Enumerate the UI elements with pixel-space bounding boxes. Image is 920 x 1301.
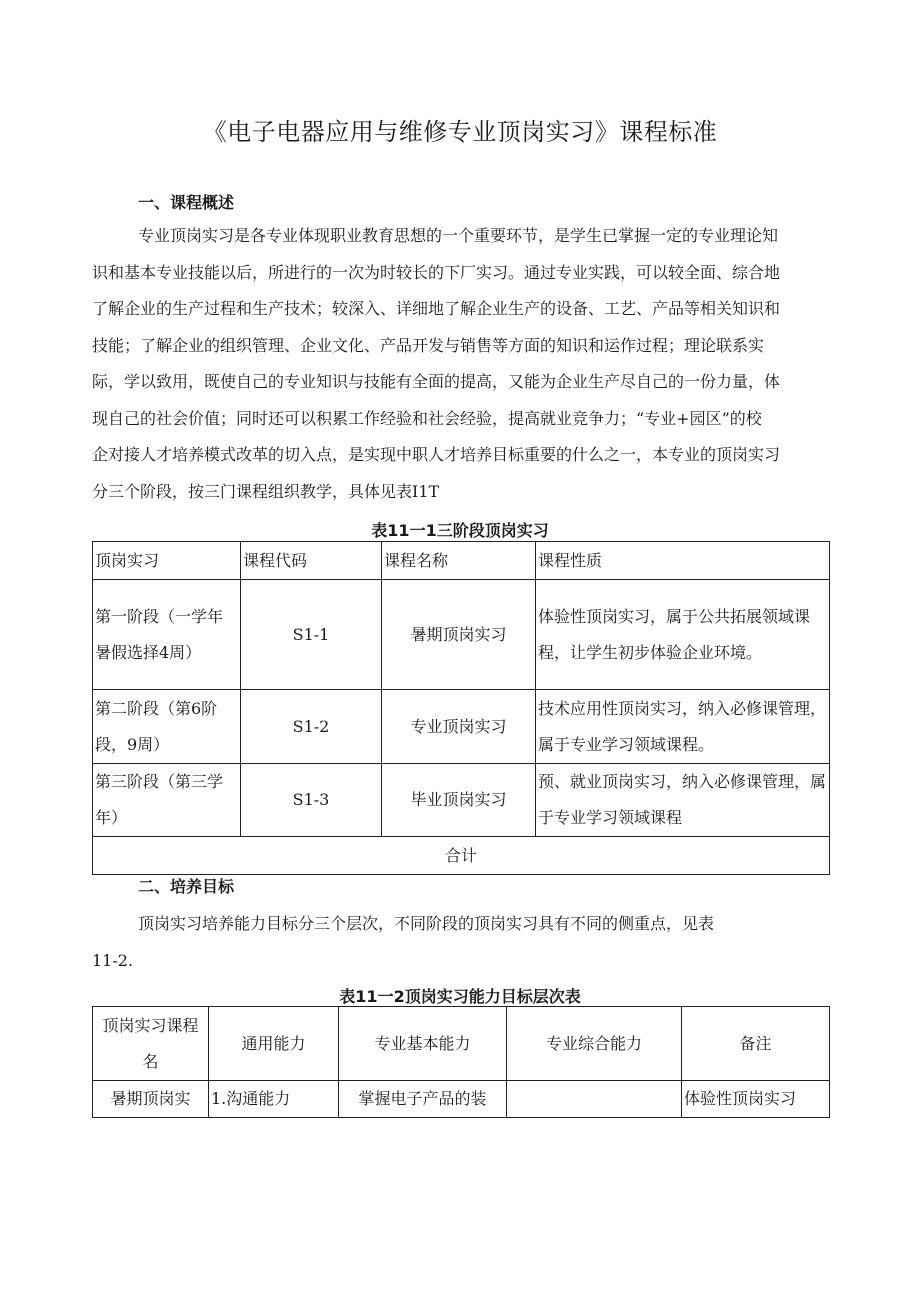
table-row (93, 690, 830, 764)
header-cell: 通用能力 (209, 1007, 339, 1081)
header-cell: 顶岗实习课程名 (93, 1007, 209, 1081)
table1-caption: 表11一1三阶段顶岗实习 (371, 521, 549, 540)
header-cell: 课程代码 (241, 542, 382, 580)
objectives-paragraph (92, 906, 828, 979)
header-cell: 课程性质 (536, 542, 830, 580)
total-cell: 合计 (93, 837, 830, 875)
paragraph-line: 了解企业的生产过程和生产技术；较深入、详细地了解企业生产的设备、工艺、产品等相关知识和 (92, 299, 781, 318)
stage-cell: 第一阶段（一学年暑假选择4周） (93, 580, 241, 690)
comprehensive-ability-cell (507, 1081, 682, 1118)
section-heading-objectives: 二、培养目标 (138, 877, 235, 896)
code-cell: S1-2 (241, 690, 382, 764)
course-name-cell: 专业顶岗实习 (382, 690, 536, 764)
table-row (93, 1081, 830, 1118)
course-cell: 暑期顶岗实 (93, 1081, 209, 1118)
remark-cell: 体验性顶岗实习 (682, 1081, 830, 1118)
header-cell: 课程名称 (382, 542, 536, 580)
paragraph-line: 11-2. (92, 950, 134, 970)
page-title: 《电子电器应用与维修专业顶岗实习》课程标准 (202, 118, 718, 146)
stage-cell: 第三阶段（第三学年） (93, 764, 241, 837)
table-row (93, 580, 830, 690)
stage-cell: 第二阶段（第6阶段，9周） (93, 690, 241, 764)
paragraph-line: 专业顶岗实习是各专业体现职业教育思想的一个重要环节，是学生已掌握一定的专业理论知 (138, 226, 779, 245)
paragraph-line: 分三个阶段，按三门课程组织教学，具体见表I1T (92, 481, 440, 501)
nature-cell: 技术应用性顶岗实习，纳入必修课管理，属于专业学习领域课程。 (536, 690, 830, 764)
header-cell: 备注 (682, 1007, 830, 1081)
paragraph-line: 顶岗实习培养能力目标分三个层次，不同阶段的顶岗实习具有不同的侧重点，见表 (138, 914, 715, 933)
stage-internship-table (92, 541, 830, 875)
total-row (93, 837, 830, 875)
nature-cell: 体验性顶岗实习，属于公共拓展领域课程，让学生初步体验企业环境。 (536, 580, 830, 690)
table-row (93, 764, 830, 837)
code-cell: S1-1 (241, 580, 382, 690)
code-cell: S1-3 (241, 764, 382, 837)
paragraph-line: 现自己的社会价值；同时还可以积累工作经验和社会经验，提高就业竞争力；“专业+园区”的校 (92, 408, 762, 428)
table-header-row (93, 1007, 830, 1081)
header-cell: 专业综合能力 (507, 1007, 682, 1081)
table-header-row (93, 542, 830, 580)
course-name-cell: 毕业顶岗实习 (382, 764, 536, 837)
section-heading-overview: 一、课程概述 (138, 193, 235, 212)
general-ability-cell: 1.沟通能力 (209, 1081, 339, 1118)
paragraph-line: 识和基本专业技能以后，所进行的一次为时较长的下厂实习。通过专业实践，可以较全面、综合地 (92, 262, 781, 282)
paragraph-line: 企对接人才培养模式改革的切入点，是实现中职人才培养目标重要的什么之一，本专业的顶岗实习 (92, 445, 781, 464)
basic-ability-cell: 掌握电子产品的装 (339, 1081, 507, 1118)
overview-paragraph (92, 218, 828, 510)
paragraph-line: 际，学以致用，既使自己的专业知识与技能有全面的提高，又能为企业生产尽自己的一份力量，体 (92, 372, 781, 391)
header-cell: 专业基本能力 (339, 1007, 507, 1081)
paragraph-line: 技能；了解企业的组织管理、企业文化、产品开发与销售等方面的知识和运作过程；理论联系实 (92, 335, 765, 355)
course-name-cell: 暑期顶岗实习 (382, 580, 536, 690)
nature-cell: 预、就业顶岗实习，纳入必修课管理，属于专业学习领域课程 (536, 764, 830, 837)
table2-caption: 表11一2顶岗实习能力目标层次表 (339, 987, 581, 1006)
ability-level-table (92, 1006, 830, 1118)
header-cell: 顶岗实习 (93, 542, 241, 580)
